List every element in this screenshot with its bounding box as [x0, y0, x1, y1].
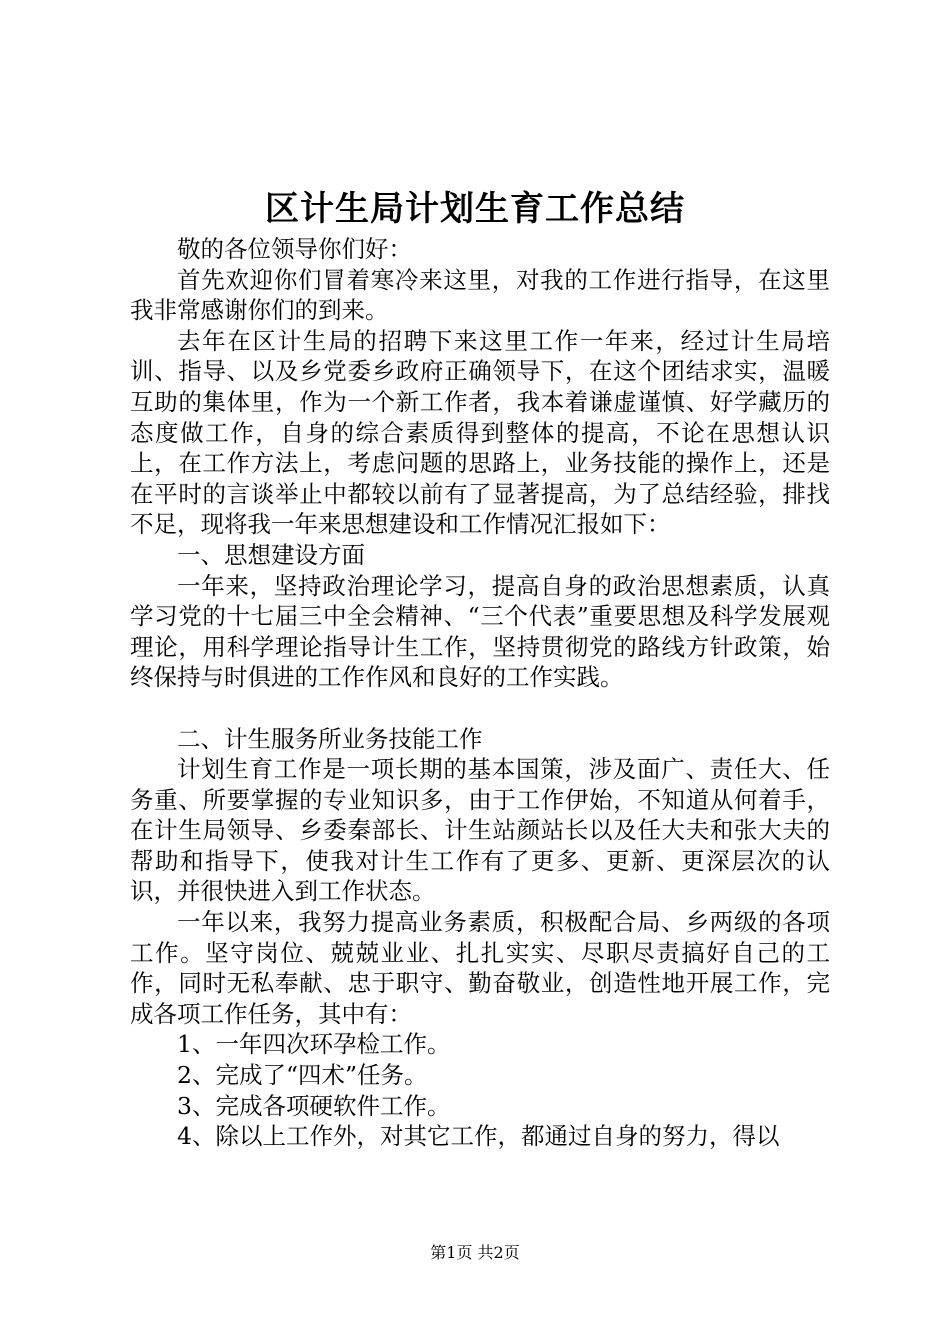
- greeting-paragraph: 敬的各位领导你们好：: [177, 235, 412, 263]
- ideology-paragraph: 一年来，坚持政治理论学习，提高自身的政治思想素质，认真学习党的十七届三中全会精神、“三个代表”重要思想及科学发展观理论，用科学理论指导计生工作，坚持贯彻党的路线方针政策，始终保持与时俱进的工作作风和良好的工作实践。: [130, 571, 830, 692]
- list-item-3: 3、完成各项硬软件工作。: [177, 1091, 451, 1120]
- page-footer: 第1页 共2页: [430, 1243, 520, 1262]
- blank-line: [130, 693, 830, 724]
- list-item-1: 1、一年四次环孕检工作。: [177, 1030, 451, 1059]
- list-item-4: 4、除以上工作外，对其它工作，都通过自身的努力，得以: [177, 1122, 780, 1151]
- achievement-paragraph: 一年以来，我努力提高业务素质，积极配合局、乡两级的各项工作。坚守岗位、兢兢业业、扎扎实实、尽职尽责搞好自己的工作，同时无私奉献、忠于职守、勤奋敬业，创造性地开展工作，完成各项工作任务，其中有：: [130, 908, 830, 1028]
- intro-paragraph: 首先欢迎你们冒着寒冷来这里，对我的工作进行指导，在这里我非常感谢你们的到来。: [130, 265, 830, 325]
- list-item-2: 2、完成了“四术”任务。: [177, 1061, 428, 1090]
- section-heading-1: 一、思想建设方面: [177, 540, 365, 569]
- overview-paragraph: 去年在区计生局的招聘下来这里工作一年来，经过计生局培训、指导、以及乡党委乡政府正确领导下，在这个团结求实，温暖互助的集体里，作为一个新工作者，我本着谦虚谨慎、好学藏历的态度做工作，自身的综合素质得到整体的提高，不论在思想认识上，在工作方法上，考虑问题的思路上，业务技能的操作上，还是在平时的言谈举止中都较以前有了显著提高，为了总结经验，排找不足，现将我一年来思想建设和工作情况汇报如下：: [130, 326, 830, 539]
- service-paragraph: 计划生育工作是一项长期的基本国策，涉及面广、责任大、任务重、所要掌握的专业知识多，由于工作伊始，不知道从何着手，在计生局领导、乡委秦部长、计生站颜站长以及任大夫和张大夫的帮助和指导下，使我对计生工作有了更多、更新、更深层次的认识，并很快进入到工作状态。: [130, 755, 830, 906]
- document-body: [130, 234, 830, 1152]
- document-title: 区计生局计划生育工作总结: [265, 189, 685, 229]
- section-heading-2: 二、计生服务所业务技能工作: [177, 724, 483, 753]
